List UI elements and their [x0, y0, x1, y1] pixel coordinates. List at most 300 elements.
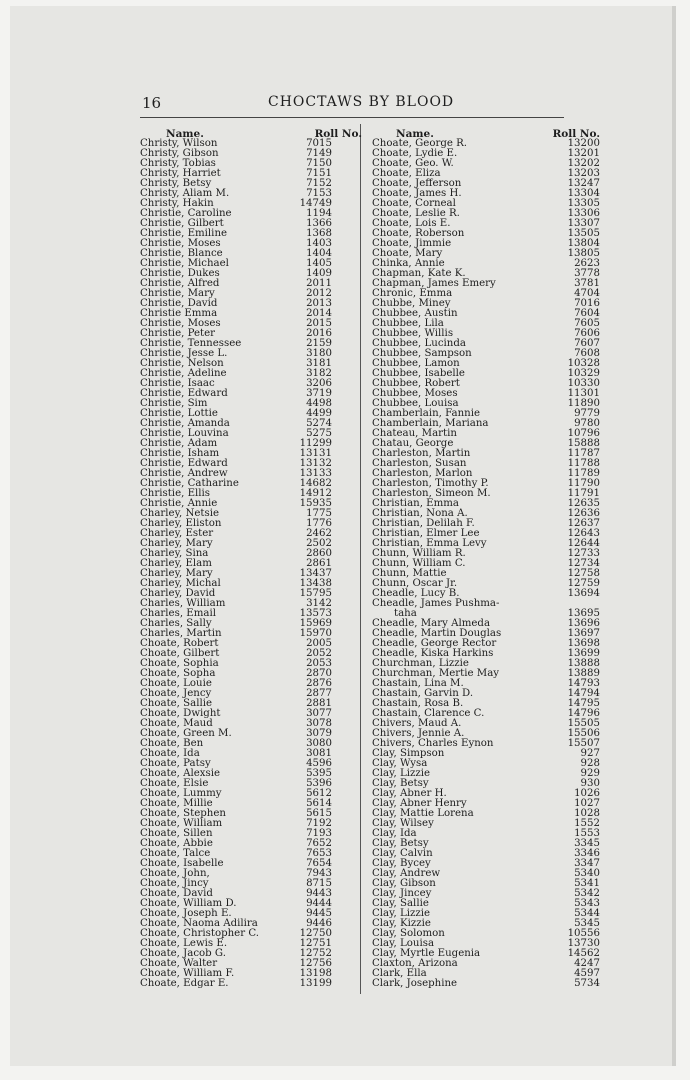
entry-roll-number: 5344 [574, 908, 600, 919]
entry-roll-number: 7152 [306, 178, 332, 189]
left-roll-list [140, 139, 360, 989]
entry-roll-number: 1404 [306, 248, 332, 259]
entry-roll-number: 13133 [299, 468, 332, 479]
entry-name: Chronic, Emma [372, 288, 453, 299]
entry-name: Chubbee, Isabelle [372, 368, 465, 379]
entry-name: Christian, Delilah F. [372, 518, 475, 529]
entry-name: Christy, Gibson [140, 148, 219, 159]
entry-name: Choate, Maud [140, 718, 213, 729]
entry-name: Christie, Isham [140, 448, 220, 459]
entry-roll-number: 5612 [306, 788, 332, 799]
entry-roll-number: 7150 [306, 158, 332, 169]
entry-roll-number: 4247 [574, 958, 600, 969]
entry-roll-number: 10556 [567, 928, 600, 939]
header-rule [140, 117, 564, 118]
entry-roll-number: 4596 [306, 758, 332, 769]
entry-roll-number: 15507 [567, 738, 600, 749]
entry-roll-number: 2013 [306, 298, 332, 309]
entry-name: Chubbee, Moses [372, 388, 458, 399]
entry-name: Chubbee, Willis [372, 328, 454, 339]
entry-name: Clay, Jincey [372, 888, 432, 899]
entry-roll-number: 5395 [306, 768, 332, 779]
entry-name: Christie, Edward [140, 388, 228, 399]
entry-name: Charles, Sally [140, 618, 212, 629]
entry-name: Clay, Ida [372, 828, 417, 839]
entry-name: Charley, David [140, 588, 216, 599]
entry-name: Choate, Green M. [140, 728, 232, 739]
entry-roll-number: 1366 [306, 218, 332, 229]
entry-name: Cheadle, James Pushma- [372, 598, 500, 609]
entry-roll-number: 5396 [306, 778, 332, 789]
entry-name: Choate, Jimmie [372, 238, 452, 249]
entry-name: Choate, Patsy [140, 758, 211, 769]
roll-header: Roll No. [552, 128, 600, 140]
entry-roll-number: 11789 [567, 468, 600, 479]
entry-roll-number: 2881 [306, 698, 332, 709]
roll-header: Roll No. [314, 128, 362, 140]
entry-name: Choate, Leslie R. [372, 208, 460, 219]
entry-name: Chunn, William C. [372, 558, 466, 569]
entry-name: Christie, Gilbert [140, 218, 224, 229]
entry-roll-number: 3182 [306, 368, 332, 379]
entry-name: Choate, Corneal [372, 198, 456, 209]
entry-roll-number: 1553 [574, 828, 600, 839]
entry-roll-number: 5341 [574, 878, 600, 889]
entry-roll-number: 1409 [306, 268, 332, 279]
entry-name: Christie, David [140, 298, 218, 309]
entry-roll-number: 5340 [574, 868, 600, 879]
entry-name: Christie, Michael [140, 258, 229, 269]
entry-name: Chubbee, Sampson [372, 348, 472, 359]
entry-roll-number: 2011 [306, 278, 332, 289]
entry-name: Choate, Talce [140, 848, 211, 859]
entry-name: Choate, Sopha [140, 668, 216, 679]
entry-roll-number: 12752 [299, 948, 332, 959]
entry-roll-number: 13131 [299, 448, 332, 459]
entry-roll-number: 14749 [299, 198, 332, 209]
entry-name: Clark, Josephine [372, 978, 458, 989]
entry-name: Christie, Caroline [140, 208, 232, 219]
entry-name: Chivers, Maud A. [372, 718, 462, 729]
entry-roll-number: 2870 [306, 668, 332, 679]
entry-roll-number: 2012 [306, 288, 332, 299]
entry-name: Chastain, Lina M. [372, 678, 464, 689]
entry-name: Chinka, Annie [372, 258, 445, 269]
entry-roll-number: 4704 [574, 288, 600, 299]
entry-roll-number: 13247 [567, 178, 600, 189]
entry-name: Clay, Abner H. [372, 788, 447, 799]
entry-roll-number: 13203 [567, 168, 600, 179]
entry-roll-number: 9443 [306, 888, 332, 899]
entry-roll-number: 10328 [567, 358, 600, 369]
entry-name: Christie, Blance [140, 248, 223, 259]
entry-name: Christian, Emma Levy [372, 538, 487, 549]
entry-roll-number: 12636 [567, 508, 600, 519]
entry-roll-number: 930 [580, 778, 600, 789]
entry-roll-number: 2016 [306, 328, 332, 339]
entry-name: Choate, Naoma Adilira [140, 918, 258, 929]
entry-roll-number: 7652 [306, 838, 332, 849]
entry-name: Charley, Ester [140, 528, 214, 539]
entry-name: Choate, Louie [140, 678, 212, 689]
entry-roll-number: 5342 [574, 888, 600, 899]
entry-name: Christie, Nelson [140, 358, 224, 369]
entry-name: Chivers, Charles Eynon [372, 738, 494, 749]
entry-name: Choate, William F. [140, 968, 235, 979]
entry-roll-number: 9444 [306, 898, 332, 909]
entry-name: Christie, Alfred [140, 278, 220, 289]
entry-roll-number: 3345 [574, 838, 600, 849]
entry-name: Choate, Ida [140, 748, 200, 759]
entry-name: Clay, Bycey [372, 858, 431, 869]
entry-roll-number: 11788 [567, 458, 600, 469]
entry-name: Christian, Emma [372, 498, 460, 509]
entry-name: Choate, Lois E. [372, 218, 451, 229]
entry-roll-number: 3078 [306, 718, 332, 729]
entry-name: Christy, Tobias [140, 158, 216, 169]
entry-name: Clay, Calvin [372, 848, 433, 859]
entry-roll-number: 15888 [567, 438, 600, 449]
entry-roll-number: 5615 [306, 808, 332, 819]
entry-roll-number: 928 [580, 758, 600, 769]
entry-roll-number: 2462 [306, 528, 332, 539]
entry-roll-number: 15935 [299, 498, 332, 509]
entry-name: Choate, Lewis E. [140, 938, 228, 949]
page-title: CHOCTAWS BY BLOOD [268, 94, 455, 110]
entry-roll-number: 11890 [567, 398, 600, 409]
entry-roll-number: 2014 [306, 308, 332, 319]
entry-name: Choate, Jacob G. [140, 948, 226, 959]
entry-name: Choate, Lummy [140, 788, 222, 799]
entry-roll-number: 3778 [574, 268, 600, 279]
entry-roll-number: 12734 [567, 558, 600, 569]
entry-roll-number: 15969 [299, 618, 332, 629]
entry-roll-number: 1027 [574, 798, 600, 809]
entry-roll-number: 7016 [574, 298, 600, 309]
entry-roll-number: 2877 [306, 688, 332, 699]
entry-roll-number: 5275 [306, 428, 332, 439]
entry-name: Choate, Joseph E. [140, 908, 232, 919]
entry-roll-number: 7015 [306, 138, 332, 149]
entry-roll-number: 13889 [567, 668, 600, 679]
entry-name: Clay, Wysa [372, 758, 428, 769]
entry-roll-number: 7192 [306, 818, 332, 829]
entry-roll-number: 3080 [306, 738, 332, 749]
entry-roll-number: 3077 [306, 708, 332, 719]
entry-name: Christie, Amanda [140, 418, 230, 429]
entry-roll-number: 15970 [299, 628, 332, 639]
entry-roll-number: 13438 [299, 578, 332, 589]
entry-name: Chubbee, Austin [372, 308, 458, 319]
entry-name: Christie, Isaac [140, 378, 215, 389]
entry-name: Chubbe, Miney [372, 298, 451, 309]
entry-name: Christie, Ellis [140, 488, 211, 499]
entry-name: Clay, Andrew [372, 868, 441, 879]
entry-roll-number: 5614 [306, 798, 332, 809]
entry-name: Choate, Geo. W. [372, 158, 454, 169]
entry-name: Christie, Lottie [140, 408, 218, 419]
entry-roll-number: 8715 [306, 878, 332, 889]
entry-roll-number: 12644 [567, 538, 600, 549]
entry-roll-number: 7607 [574, 338, 600, 349]
entry-name: Christy, Hakin [140, 198, 214, 209]
entry-name: Clay, Sallie [372, 898, 429, 909]
entry-name: Clay, Lizzie [372, 768, 431, 779]
entry-roll-number: 12643 [567, 528, 600, 539]
entry-roll-number: 13306 [567, 208, 600, 219]
entry-name: Cheadle, George Rector [372, 638, 497, 649]
entry-roll-number: 13573 [299, 608, 332, 619]
entry-name: Chastain, Rosa B. [372, 698, 464, 709]
entry-roll-number: 9780 [574, 418, 600, 429]
entry-roll-number: 14795 [567, 698, 600, 709]
entry-roll-number: 3079 [306, 728, 332, 739]
entry-roll-number: 10329 [567, 368, 600, 379]
entry-name: Christie, Catharine [140, 478, 239, 489]
entry-roll-number: 7193 [306, 828, 332, 839]
entry-name: Clay, Betsy [372, 778, 429, 789]
entry-name: Christie, Sim [140, 398, 208, 409]
entry-roll-number: 9446 [306, 918, 332, 929]
entry-roll-number: 15795 [299, 588, 332, 599]
entry-name: Chubbee, Robert [372, 378, 460, 389]
entry-roll-number: 3719 [306, 388, 332, 399]
entry-name: Charley, Netsie [140, 508, 220, 519]
entry-name: Choate, Elsie [140, 778, 209, 789]
entry-name: Chamberlain, Fannie [372, 408, 480, 419]
entry-roll-number: 13505 [567, 228, 600, 239]
entry-name: taha [394, 608, 417, 619]
entry-name: Chapman, Kate K. [372, 268, 466, 279]
entry-roll-number: 12637 [567, 518, 600, 529]
entry-name: Choate, Sallie [140, 698, 213, 709]
entry-name: Christian, Nona A. [372, 508, 468, 519]
entry-roll-number: 4498 [306, 398, 332, 409]
entry-name: Charleston, Timothy P. [372, 478, 489, 489]
entry-name: Charley, Elam [140, 558, 212, 569]
entry-roll-number: 2159 [306, 338, 332, 349]
entry-name: Clay, Abner Henry [372, 798, 467, 809]
entry-name: Chivers, Jennie A. [372, 728, 465, 739]
entry-name: Choate, James H. [372, 188, 462, 199]
entry-name: Christie, Adam [140, 438, 218, 449]
entry-name: Christie, Tennessee [140, 338, 242, 349]
entry-roll-number: 2876 [306, 678, 332, 689]
entry-name: Christie, Moses [140, 238, 221, 249]
entry-name: Choate, John, [140, 868, 210, 879]
entry-roll-number: 12750 [299, 928, 332, 939]
entry-name: Choate, David [140, 888, 213, 899]
entry-name: Charleston, Marlon [372, 468, 473, 479]
entry-roll-number: 1775 [306, 508, 332, 519]
entry-roll-number: 1405 [306, 258, 332, 269]
entry-name: Choate, Isabelle [140, 858, 224, 869]
entry-roll-number: 2860 [306, 548, 332, 559]
entry-roll-number: 14796 [567, 708, 600, 719]
entry-name: Clay, Myrtle Eugenia [372, 948, 481, 959]
entry-name: Clay, Solomon [372, 928, 445, 939]
entry-name: Christie, Peter [140, 328, 215, 339]
entry-name: Chateau, Martin [372, 428, 457, 439]
entry-roll-number: 7151 [306, 168, 332, 179]
entry-name: Chubbee, Lila [372, 318, 444, 329]
entry-name: Choate, Sophia [140, 658, 219, 669]
entry-roll-number: 13200 [567, 138, 600, 149]
entry-roll-number: 15506 [567, 728, 600, 739]
entry-roll-number: 13694 [567, 588, 600, 599]
entry-name: Choate, Mary [372, 248, 443, 259]
entry-roll-number: 5343 [574, 898, 600, 909]
entry-name: Chatau, George [372, 438, 454, 449]
entry-name: Chastain, Clarence C. [372, 708, 485, 719]
entry-name: Choate, William D. [140, 898, 237, 909]
entry-roll-number: 4499 [306, 408, 332, 419]
entry-roll-number: 7153 [306, 188, 332, 199]
entry-name: Choate, Walter [140, 958, 218, 969]
entry-roll-number: 9779 [574, 408, 600, 419]
entry-name: Choate, George R. [372, 138, 468, 149]
entry-name: Cheadle, Mary Almeda [372, 618, 491, 629]
entry-roll-number: 13201 [567, 148, 600, 159]
entry-roll-number: 927 [580, 748, 600, 759]
entry-roll-number: 12756 [299, 958, 332, 969]
entry-name: Christie, Andrew [140, 468, 228, 479]
entry-roll-number: 3180 [306, 348, 332, 359]
entry-roll-number: 1403 [306, 238, 332, 249]
entry-roll-number: 11787 [567, 448, 600, 459]
entry-name: Choate, Jincy [140, 878, 209, 889]
entry-roll-number: 7149 [306, 148, 332, 159]
entry-name: Clay, Louisa [372, 938, 435, 949]
entry-roll-number: 13888 [567, 658, 600, 669]
entry-roll-number: 5274 [306, 418, 332, 429]
entry-name: Charleston, Martin [372, 448, 471, 459]
entry-name: Chunn, Oscar Jr. [372, 578, 458, 589]
entry-roll-number: 7604 [574, 308, 600, 319]
entry-roll-number: 1368 [306, 228, 332, 239]
entry-roll-number: 1776 [306, 518, 332, 529]
entry-roll-number: 13699 [567, 648, 600, 659]
entry-name: Choate, William [140, 818, 223, 829]
entry-roll-number: 5345 [574, 918, 600, 929]
column-divider [360, 124, 361, 994]
entry-name: Christie Emma [140, 308, 218, 319]
entry-name: Chamberlain, Mariana [372, 418, 489, 429]
entry-roll-number: 13698 [567, 638, 600, 649]
entry-roll-number: 1026 [574, 788, 600, 799]
entry-name: Choate, Roberson [372, 228, 465, 239]
entry-name: Charleston, Simeon M. [372, 488, 491, 499]
entry-name: Choate, Christopher C. [140, 928, 259, 939]
right-roll-list [372, 138, 600, 989]
entry-roll-number: 7653 [306, 848, 332, 859]
entry-name: Christy, Betsy [140, 178, 212, 189]
entry-roll-number: 11791 [567, 488, 600, 499]
entry-roll-number: 14793 [567, 678, 600, 689]
entry-name: Charley, Michal [140, 578, 221, 589]
entry-name: Christie, Mary [140, 288, 215, 299]
entry-name: Christie, Jesse L. [140, 348, 228, 359]
entry-name: Chubbee, Lamon [372, 358, 460, 369]
entry-roll-number: 929 [580, 768, 600, 779]
entry-name: Clay, Betsy [372, 838, 429, 849]
entry-roll-number: 13696 [567, 618, 600, 629]
entry-name: Choate, Alexsie [140, 768, 221, 779]
entry-roll-number: 7654 [306, 858, 332, 869]
entry-name: Choate, Stephen [140, 808, 226, 819]
entry-roll-number: 13132 [299, 458, 332, 469]
entry-roll-number: 3346 [574, 848, 600, 859]
entry-name: Clay, Kizzie [372, 918, 431, 929]
entry-name: Churchman, Lizzie [372, 658, 469, 669]
entry-roll-number: 10796 [567, 428, 600, 439]
entry-roll-number: 10330 [567, 378, 600, 389]
entry-roll-number: 3142 [306, 598, 332, 609]
entry-roll-number: 12751 [299, 938, 332, 949]
entry-name: Choate, Ben [140, 738, 204, 749]
entry-roll-number: 11301 [567, 388, 600, 399]
entry-name: Clay, Gibson [372, 878, 436, 889]
entry-roll-number: 12733 [567, 548, 600, 559]
left-column [140, 128, 360, 989]
entry-roll-number: 1552 [574, 818, 600, 829]
entry-name: Christy, Wilson [140, 138, 218, 149]
entry-name: Charles, Email [140, 608, 216, 619]
entry-roll-number: 13305 [567, 198, 600, 209]
entry-roll-number: 3781 [574, 278, 600, 289]
entry-roll-number: 1194 [306, 208, 332, 219]
entry-name: Choate, Dwight [140, 708, 221, 719]
entry-name: Choate, Abbie [140, 838, 213, 849]
entry-name: Claxton, Arizona [372, 958, 458, 969]
entry-roll-number: 3347 [574, 858, 600, 869]
entry-name: Clay, Lizzie [372, 908, 431, 919]
entry-name: Christie, Moses [140, 318, 221, 329]
entry-roll-number: 13730 [567, 938, 600, 949]
entry-name: Christian, Elmer Lee [372, 528, 480, 539]
entry-roll-number: 3206 [306, 378, 332, 389]
entry-roll-number: 9445 [306, 908, 332, 919]
roll-entry [140, 979, 360, 989]
entry-roll-number: 2623 [574, 258, 600, 269]
entry-name: Choate, Edgar E. [140, 978, 229, 989]
entry-roll-number: 4597 [574, 968, 600, 979]
entry-roll-number: 3081 [306, 748, 332, 759]
entry-name: Charley, Mary [140, 568, 213, 579]
entry-name: Choate, Millie [140, 798, 213, 809]
entry-roll-number: 12758 [567, 568, 600, 579]
entry-name: Christie, Edward [140, 458, 228, 469]
name-header: Name. [166, 128, 204, 140]
entry-roll-number: 2005 [306, 638, 332, 649]
entry-name: Charley, Eliston [140, 518, 222, 529]
entry-name: Chubbee, Lucinda [372, 338, 466, 349]
page-number: 16 [142, 94, 162, 112]
entry-roll-number: 13198 [299, 968, 332, 979]
entry-roll-number: 7605 [574, 318, 600, 329]
entry-name: Chunn, Mattie [372, 568, 447, 579]
entry-name: Christy, Aliam M. [140, 188, 230, 199]
entry-name: Choate, Robert [140, 638, 219, 649]
entry-name: Choate, Gilbert [140, 648, 220, 659]
entry-name: Cheadle, Kiska Harkins [372, 648, 494, 659]
entry-roll-number: 13202 [567, 158, 600, 169]
entry-roll-number: 2861 [306, 558, 332, 569]
entry-roll-number: 5734 [574, 978, 600, 989]
entry-roll-number: 2052 [306, 648, 332, 659]
entry-name: Chastain, Garvin D. [372, 688, 474, 699]
entry-name: Chapman, James Emery [372, 278, 496, 289]
